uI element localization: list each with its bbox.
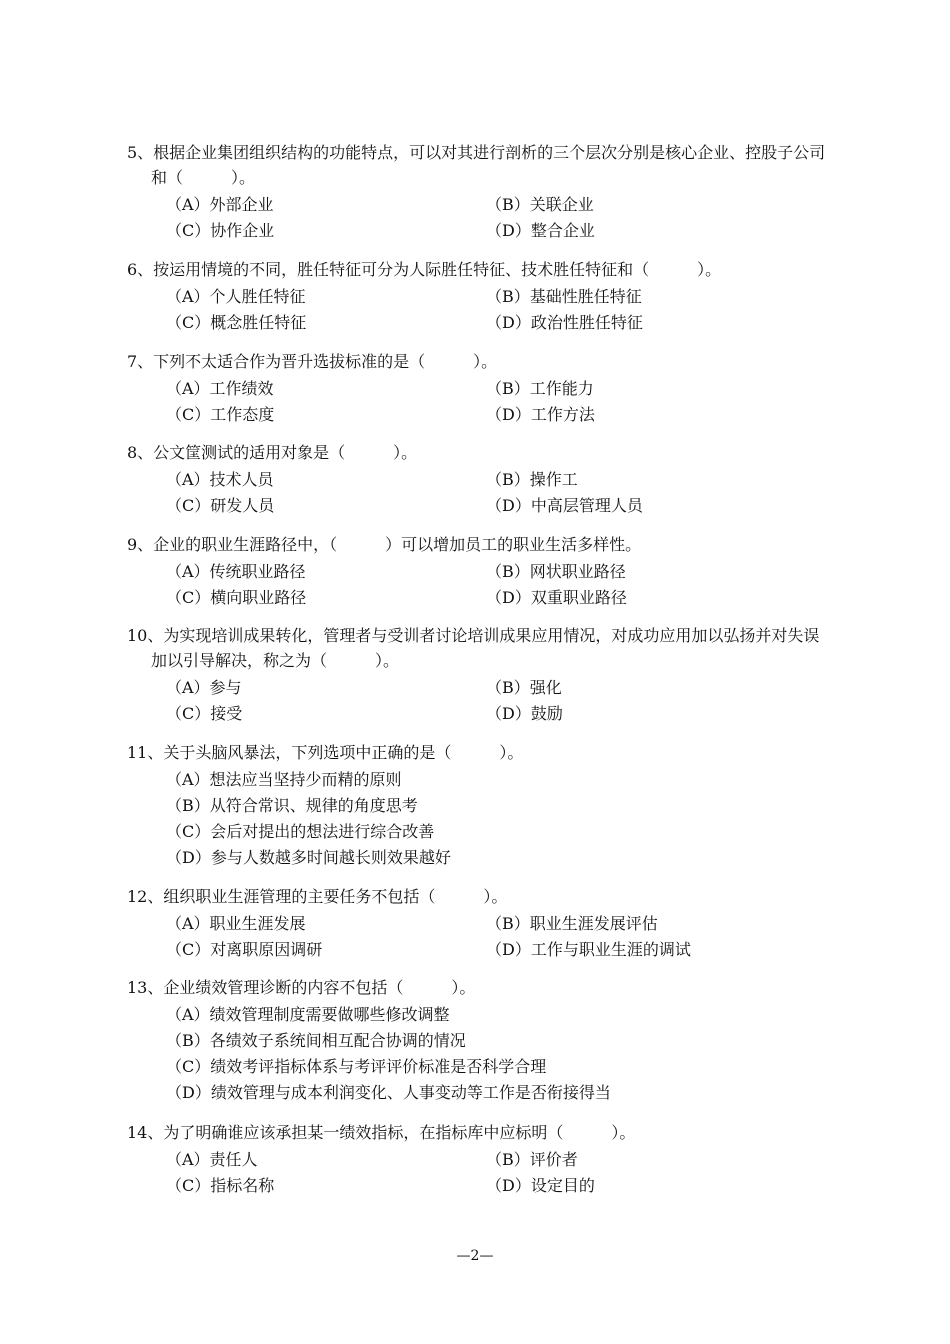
question-stem: 12、组织职业生涯管理的主要任务不包括（ ）。 [127,887,508,906]
option-d: （D）设定目的 [486,1176,595,1195]
option-d: （D）双重职业路径 [486,588,627,607]
options [127,1002,827,1106]
option-a: （A）参与 [166,678,242,697]
question-12 [127,884,827,963]
option-a: （A）想法应当坚持少而精的原则 [166,770,402,789]
option-d: （D）绩效管理与成本利润变化、人事变动等工作是否衔接得当 [166,1083,611,1102]
option-a: （A）绩效管理制度需要做哪些修改调整 [166,1005,450,1024]
options [127,467,827,519]
question-stem: 6、按运用情境的不同，胜任特征可分为人际胜任特征、技术胜任特征和（ ）。 [127,260,722,279]
question-stem: 11、关于头脑风暴法，下列选项中正确的是（ ）。 [127,743,524,762]
option-c: （C）研发人员 [166,496,275,515]
option-c: （C）绩效考评指标体系与考评评价标准是否科学合理 [166,1057,547,1076]
option-d: （D）整合企业 [486,221,595,240]
option-d: （D）参与人数越多时间越长则效果越好 [166,848,451,867]
question-8 [127,440,827,519]
options [127,1147,827,1199]
options [127,284,827,336]
option-b: （B）网状职业路径 [486,562,626,581]
options [127,559,827,611]
option-b: （B）从符合常识、规律的角度思考 [166,796,418,815]
options [127,675,827,727]
question-stem: 14、为了明确谁应该承担某一绩效指标，在指标库中应标明（ ）。 [127,1123,636,1142]
option-b: （B）职业生涯发展评估 [486,914,658,933]
question-14 [127,1120,827,1199]
option-d: （D）工作与职业生涯的调试 [486,940,691,959]
options [127,192,827,244]
page-number: —2— [456,1248,494,1264]
question-6 [127,257,827,336]
option-d: （D）中高层管理人员 [486,496,643,515]
options [127,767,827,871]
option-c: （C）工作态度 [166,405,275,424]
options [127,376,827,428]
question-stem: 10、为实现培训成果转化，管理者与受训者讨论培训成果应用情况，对成功应用加以弘扬并对失误加以引导解决，称之为（ ）。 [127,626,820,670]
option-b: （B）强化 [486,678,562,697]
question-13 [127,975,827,1106]
option-d: （D）政治性胜任特征 [486,313,643,332]
option-a: （A）技术人员 [166,470,274,489]
option-d: （D）鼓励 [486,704,563,723]
question-stem: 8、公文筐测试的适用对象是（ ）。 [127,443,418,462]
option-c: （C）横向职业路径 [166,588,307,607]
question-9 [127,532,827,611]
option-b: （B）各绩效子系统间相互配合协调的情况 [166,1031,466,1050]
question-11 [127,740,827,871]
option-c: （C）对离职原因调研 [166,940,323,959]
option-a: （A）传统职业路径 [166,562,306,581]
option-a: （A）职业生涯发展 [166,914,306,933]
option-b: （B）关联企业 [486,195,594,214]
option-b: （B）操作工 [486,470,578,489]
question-5 [127,140,827,244]
question-stem: 13、企业绩效管理诊断的内容不包括（ ）。 [127,978,476,997]
option-b: （B）评价者 [486,1150,578,1169]
question-stem: 5、根据企业集团组织结构的功能特点，可以对其进行剖析的三个层次分别是核心企业、控股子公司和（ ）。 [127,143,826,187]
option-c: （C）会后对提出的想法进行综合改善 [166,822,435,841]
question-stem: 9、企业的职业生涯路径中，（ ）可以增加员工的职业生活多样性。 [127,535,642,554]
option-c: （C）概念胜任特征 [166,313,307,332]
option-a: （A）个人胜任特征 [166,287,306,306]
question-10 [127,623,827,727]
question-7 [127,349,827,428]
option-c: （C）接受 [166,704,243,723]
options [127,911,827,963]
question-stem: 7、下列不太适合作为晋升选拔标准的是（ ）。 [127,352,498,371]
option-a: （A）责任人 [166,1150,258,1169]
option-a: （A）工作绩效 [166,379,274,398]
option-c: （C）协作企业 [166,221,275,240]
option-b: （B）工作能力 [486,379,594,398]
option-a: （A）外部企业 [166,195,274,214]
option-d: （D）工作方法 [486,405,595,424]
option-b: （B）基础性胜任特征 [486,287,642,306]
option-c: （C）指标名称 [166,1176,275,1195]
